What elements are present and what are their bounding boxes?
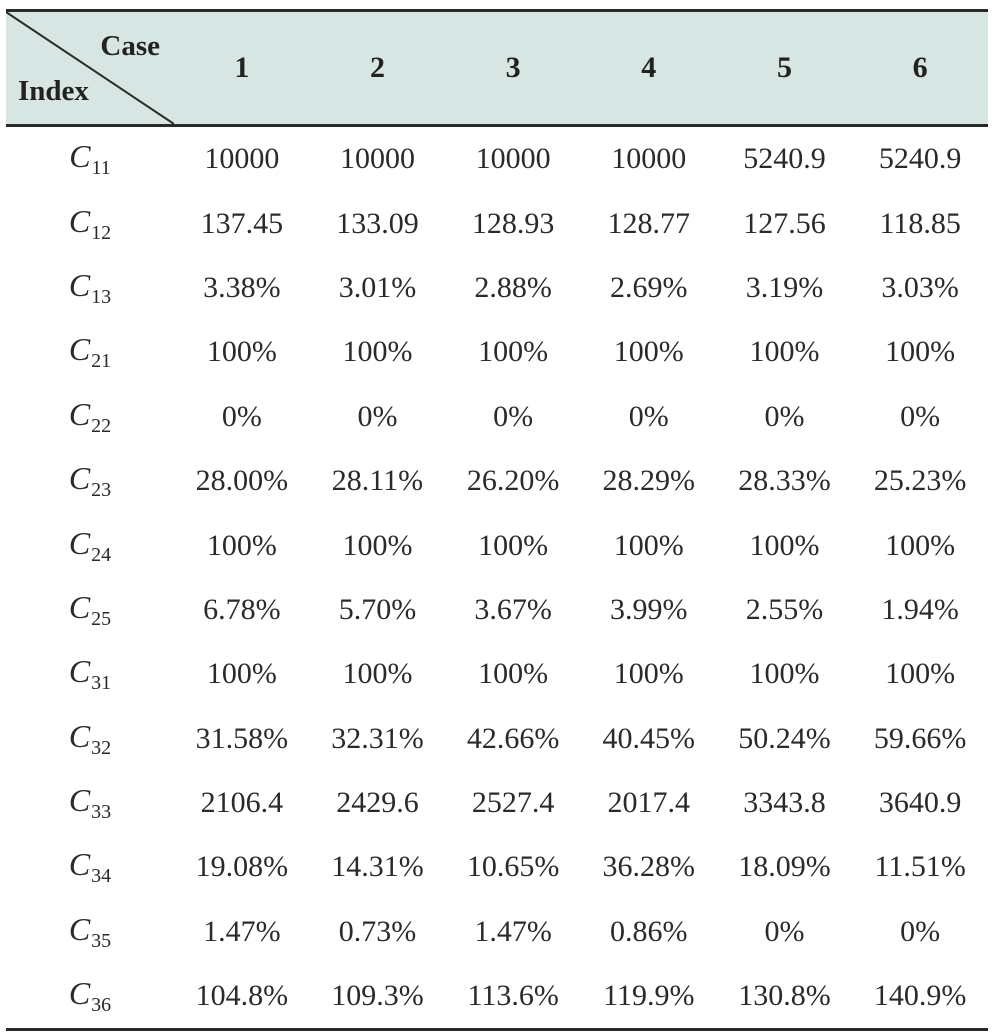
index-subscript: 13 (91, 285, 112, 308)
table-cell: 0% (900, 914, 941, 948)
table-cell: 100% (613, 528, 684, 562)
table-body (6, 126, 988, 1030)
index-letter: C (68, 524, 91, 561)
table-cell: 32.31% (331, 721, 424, 755)
index-letter: C (68, 846, 91, 883)
row-index-label (6, 385, 174, 449)
table-header (6, 11, 988, 126)
table-cell: 3640.9 (878, 786, 962, 820)
table-cell: 10000 (204, 142, 280, 176)
column-header-case-3: 3 (445, 11, 581, 126)
table-cell: 36.28% (602, 850, 696, 884)
table-cell: 127.56 (743, 206, 826, 240)
index-letter: C (68, 202, 91, 239)
index-letter: C (68, 717, 91, 754)
table-row (6, 385, 988, 449)
table-row (6, 320, 988, 384)
table-cell: 133.09 (336, 206, 419, 240)
row-index-label (6, 771, 174, 835)
index-subscript: 34 (91, 865, 112, 888)
table-cell: 2.88% (474, 270, 552, 304)
row-index-label (6, 256, 174, 320)
index-subscript: 23 (91, 479, 112, 502)
table-row (6, 642, 988, 706)
table-cell: 0% (493, 399, 534, 433)
table-cell: 130.8% (717, 964, 853, 1030)
table-cell: 100% (885, 528, 956, 562)
table-cell: 19.08% (195, 850, 289, 884)
table-cell: 28.33% (738, 464, 831, 498)
table-row (6, 707, 988, 771)
index-letter: C (68, 975, 91, 1012)
column-header-case-2: 2 (310, 11, 446, 126)
table-cell: 3.01% (338, 270, 417, 304)
table-cell: 137.45 (200, 206, 284, 240)
column-header-case-4: 4 (581, 11, 717, 126)
table-row (6, 578, 988, 642)
table-cell: 28.11% (331, 464, 424, 498)
table-cell: 104.8% (174, 964, 310, 1030)
table-cell: 1.94% (881, 592, 959, 626)
row-index-label (6, 707, 174, 771)
table-cell: 31.58% (195, 721, 289, 755)
table-cell: 40.45% (602, 721, 696, 755)
corner-case-label: Case (100, 30, 160, 62)
table-row (6, 964, 988, 1030)
row-index-label (6, 642, 174, 706)
table-cell: 100% (749, 528, 820, 562)
table-cell: 0% (628, 399, 669, 433)
table-cell: 11.51% (874, 850, 966, 884)
row-index-label (6, 449, 174, 513)
column-header-case-1: 1 (174, 11, 310, 126)
table-cell: 26.20% (466, 464, 560, 498)
index-table-container (6, 9, 988, 1031)
table-cell: 28.00% (195, 464, 289, 498)
table-cell: 0% (764, 399, 805, 433)
table-cell: 5.70% (338, 592, 417, 626)
table-cell: 1.47% (474, 914, 552, 948)
row-index-label (6, 578, 174, 642)
table-cell: 100% (749, 657, 820, 691)
row-index-label (6, 191, 174, 255)
row-index-label (6, 835, 174, 899)
index-subscript: 36 (91, 994, 112, 1017)
table-row (6, 126, 988, 192)
table-cell: 0.86% (610, 914, 688, 948)
table-cell: 0.73% (338, 914, 417, 948)
table-cell: 128.93 (471, 206, 555, 240)
index-letter: C (68, 331, 91, 368)
table-cell: 50.24% (738, 721, 831, 755)
table-cell: 2106.4 (200, 786, 284, 820)
table-cell: 3.19% (745, 270, 824, 304)
index-subscript: 31 (91, 672, 112, 695)
header-row (6, 11, 988, 126)
table-cell: 109.3% (310, 964, 446, 1030)
table-cell: 100% (613, 335, 684, 369)
table-cell: 0% (221, 399, 262, 433)
table-cell: 25.23% (873, 464, 967, 498)
index-letter: C (68, 395, 91, 432)
row-index-label (6, 320, 174, 384)
table-cell: 10.65% (466, 850, 560, 884)
index-letter: C (68, 266, 91, 303)
table-cell: 3343.8 (743, 786, 826, 820)
index-letter: C (68, 460, 91, 497)
index-letter: C (69, 138, 91, 175)
index-subscript: 21 (91, 350, 112, 373)
table-cell: 3.38% (203, 270, 281, 304)
table-cell: 100% (478, 528, 549, 562)
column-header-case-6: 6 (852, 11, 988, 126)
table-row (6, 835, 988, 899)
table-cell: 100% (206, 528, 277, 562)
index-subscript: 24 (91, 543, 112, 566)
index-subscript: 25 (91, 607, 112, 630)
table-cell: 10000 (339, 142, 415, 176)
table-cell: 100% (885, 335, 956, 369)
table-cell: 100% (613, 657, 684, 691)
index-subscript: 22 (91, 414, 112, 437)
table-cell: 128.77 (607, 206, 691, 240)
table-cell: 2527.4 (471, 786, 555, 820)
table-cell: 18.09% (738, 850, 831, 884)
index-subscript: 32 (91, 736, 112, 759)
index-letter: C (68, 782, 91, 819)
table-cell: 2017.4 (607, 786, 691, 820)
table-cell: 100% (749, 335, 820, 369)
table-cell: 5240.9 (878, 142, 962, 176)
table-cell: 2429.6 (336, 786, 419, 820)
table-cell: 59.66% (873, 721, 967, 755)
table-row (6, 256, 988, 320)
table-cell: 100% (206, 335, 277, 369)
table-cell: 100% (342, 657, 413, 691)
table-cell: 1.47% (203, 914, 281, 948)
table-cell: 113.6% (445, 964, 581, 1030)
corner-index-label: Index (18, 75, 89, 107)
table-cell: 100% (342, 528, 413, 562)
table-cell: 2.55% (745, 592, 824, 626)
table-cell: 0% (764, 914, 805, 948)
table-cell: 100% (342, 335, 413, 369)
table-cell: 119.9% (581, 964, 717, 1030)
row-index-label (6, 964, 174, 1030)
table-cell: 42.66% (466, 721, 560, 755)
index-letter: C (68, 910, 91, 947)
table-cell: 118.85 (879, 206, 961, 240)
table-cell: 6.78% (203, 592, 281, 626)
table-cell: 2.69% (610, 270, 688, 304)
column-header-case-5: 5 (717, 11, 853, 126)
index-subscript: 33 (91, 801, 112, 824)
index-letter: C (68, 653, 91, 690)
table-cell: 140.9% (852, 964, 988, 1030)
table-cell: 100% (478, 657, 549, 691)
table-cell: 3.67% (474, 592, 552, 626)
table-cell: 0% (900, 399, 941, 433)
table-row (6, 191, 988, 255)
corner-header-cell (6, 11, 174, 126)
table-cell: 100% (478, 335, 549, 369)
index-letter: C (68, 588, 91, 625)
table-cell: 14.31% (331, 850, 424, 884)
index-table (6, 9, 988, 1031)
index-subscript: 12 (91, 221, 112, 244)
table-cell: 10000 (475, 142, 551, 176)
table-cell: 28.29% (602, 464, 696, 498)
row-index-label (6, 513, 174, 577)
table-row (6, 513, 988, 577)
table-cell: 0% (357, 399, 398, 433)
table-cell: 3.99% (610, 592, 688, 626)
table-cell: 5240.9 (743, 142, 826, 176)
table-cell: 3.03% (881, 270, 959, 304)
table-cell: 100% (885, 657, 956, 691)
row-index-label (6, 126, 174, 192)
table-row (6, 771, 988, 835)
index-subscript: 35 (91, 929, 112, 952)
table-cell: 10000 (611, 142, 687, 176)
table-row (6, 449, 988, 513)
table-row (6, 900, 988, 964)
table-cell: 100% (206, 657, 277, 691)
index-subscript: 11 (91, 157, 111, 180)
row-index-label (6, 900, 174, 964)
